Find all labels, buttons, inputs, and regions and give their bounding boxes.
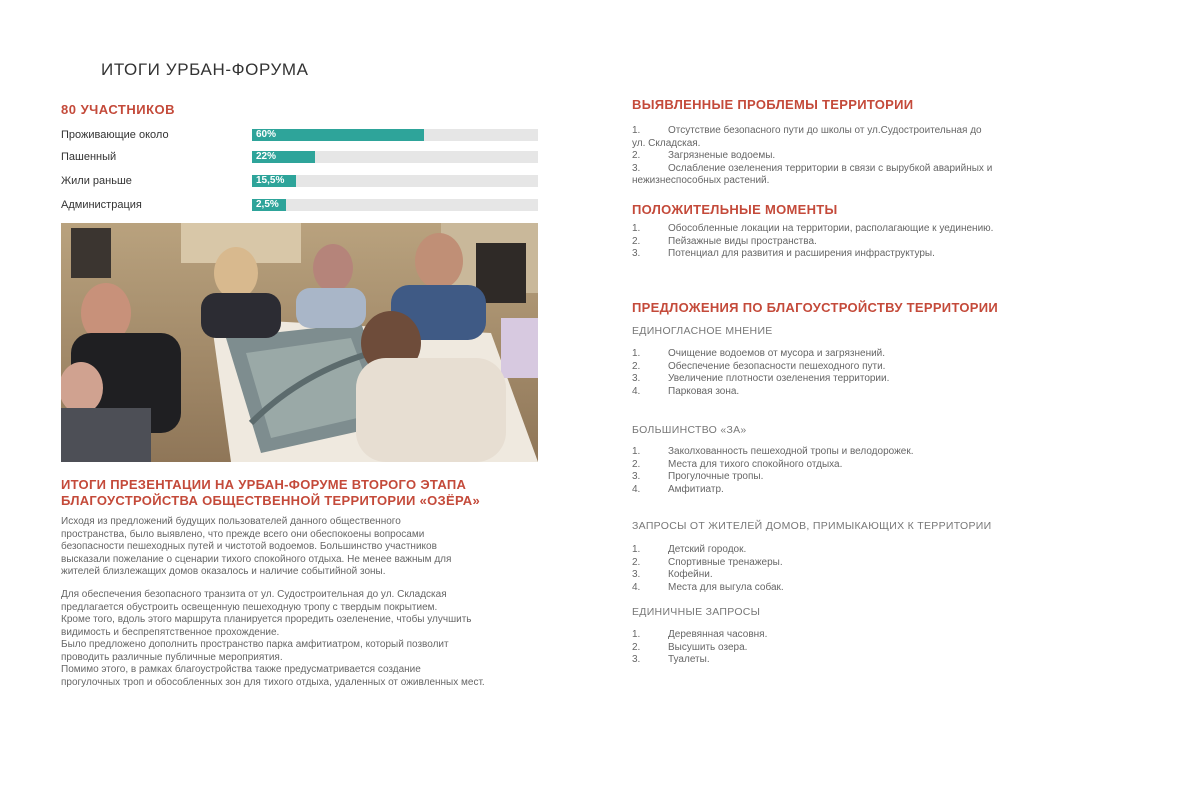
list-item [632, 373, 1072, 386]
list-number: 4. [632, 483, 641, 495]
list-item [632, 248, 1072, 261]
results-paragraph-1 [61, 516, 581, 579]
bar-value: 2,5% [256, 199, 279, 210]
list-item [632, 569, 1072, 582]
text-line: Для обеспечения безопасного транзита от ул. Судостроительная до ул. Складская [61, 589, 447, 600]
list-item [632, 582, 1072, 595]
bar-row [61, 174, 539, 188]
results-heading [61, 477, 480, 509]
text-line: предлагается обустроить освещенную пешеходную тропу с твердым покрытием. [61, 601, 438, 613]
text-line: прогулочных троп и обособленных зон для тихого отдыха, удаленных от оживленных мест. [61, 676, 485, 688]
list-item [632, 471, 1072, 484]
positive-heading: ПОЛОЖИТЕЛЬНЫЕ МОМЕНТЫ [632, 202, 838, 217]
text-line: видимость и беспрепятственное прохождение. [61, 626, 280, 638]
list-number: 4. [632, 581, 641, 593]
text-line: высказали пожелание о сценарии тихого спокойного отдыха. Не менее важным для [61, 553, 452, 565]
list-number: 1. [632, 446, 641, 457]
list-number: 2. [632, 235, 641, 247]
residents-requests-heading: ЗАПРОСЫ ОТ ЖИТЕЛЕЙ ДОМОВ, ПРИМЫКАЮЩИХ К ТЕРРИТОРИИ [632, 520, 992, 532]
list-item [632, 236, 1072, 249]
list-item [632, 125, 1072, 138]
results-heading-line: ИТОГИ ПРЕЗЕНТАЦИИ НА УРБАН-ФОРУМЕ ВТОРОГО ЭТАПА [61, 477, 467, 492]
list-item [632, 361, 1072, 374]
list-text: ул. Складская. [632, 137, 701, 149]
list-text: нежизнеспособных растений. [632, 175, 770, 186]
page-title: ИТОГИ УРБАН-ФОРУМА [101, 60, 309, 79]
list-number: 2. [632, 641, 641, 653]
text-line: безопасности пешеходных путей и чистотой водоемов. Большинство участников [61, 541, 437, 552]
bar-fill [252, 175, 296, 187]
list-text: Места для тихого спокойного отдыха. [668, 458, 843, 470]
list-text: Спортивные тренажеры. [668, 556, 783, 568]
list-text: Потенциал для развития и расширения инфраструктуры. [668, 248, 935, 259]
list-number: 3. [632, 373, 641, 384]
workshop-photo [61, 223, 538, 462]
bar-track [252, 199, 538, 211]
list-text: Заколхованность пешеходной тропы и велодорожек. [668, 446, 914, 457]
bar-row [61, 128, 539, 142]
majority-heading: БОЛЬШИНСТВО «ЗА» [632, 424, 747, 436]
list-item [632, 654, 1072, 667]
list-text: Туалеты. [668, 654, 710, 665]
text-line: проводить различные публичные мероприятия. [61, 651, 283, 663]
list-item [632, 446, 1072, 459]
list-number: 3. [632, 248, 641, 259]
text-line: пространства, было выявлено, что прежде всего они обеспокоены вопросами [61, 528, 425, 540]
bar-track [252, 151, 538, 163]
list-text: Места для выгула собак. [668, 581, 784, 593]
list-item-continuation [632, 138, 1072, 151]
list-item [632, 642, 1072, 655]
list-text: Отсутствие безопасного пути до школы от ул.Судостроительная до [668, 125, 982, 136]
list-text: Обеспечение безопасности пешеходного пути. [668, 360, 886, 372]
bar-value: 22% [256, 151, 277, 162]
list-text: Увеличение плотности озеленения территории. [668, 373, 890, 384]
participants-count: 80 УЧАСТНИКОВ [61, 102, 176, 117]
bar-value: 15,5% [256, 175, 285, 186]
list-item-continuation [632, 175, 1072, 188]
results-heading-line: БЛАГОУСТРОЙСТВА ОБЩЕСТВЕННОЙ ТЕРРИТОРИИ «ОЗЁРА» [61, 493, 481, 508]
bar-fill [252, 129, 424, 141]
list-number: 1. [632, 544, 641, 555]
bar-label: Проживающие около [61, 129, 169, 141]
list-number: 2. [632, 150, 641, 161]
unanimous-list [632, 348, 1072, 398]
list-number: 2. [632, 360, 641, 372]
list-number: 1. [632, 348, 641, 359]
list-item [632, 459, 1072, 472]
list-text: Очищение водоемов от мусора и загрязнений. [668, 348, 886, 359]
bar-fill [252, 199, 286, 211]
unanimous-heading: ЕДИНОГЛАСНОЕ МНЕНИЕ [632, 325, 773, 337]
bar-value: 60% [256, 129, 277, 140]
list-text: Деревянная часовня. [668, 629, 768, 640]
list-item [632, 223, 1072, 236]
single-requests-list [632, 629, 1072, 667]
positive-list [632, 223, 1072, 261]
list-item [632, 629, 1072, 642]
text-line: Помимо этого, в рамках благоустройства также предусматривается создание [61, 664, 421, 675]
list-number: 2. [632, 556, 641, 568]
residents-requests-list [632, 544, 1072, 594]
text-line: жителей близлежащих домов оказалось и наличие событийной зоны. [61, 566, 386, 577]
bar-label: Администрация [61, 199, 142, 211]
text-line: Кроме того, вдоль этого маршрута планируется проредить озеленение, чтобы улучшить [61, 614, 472, 625]
list-number: 3. [632, 162, 641, 174]
proposals-heading: ПРЕДЛОЖЕНИЯ ПО БЛАГОУСТРОЙСТВУ ТЕРРИТОРИИ [632, 300, 999, 315]
majority-list [632, 446, 1072, 496]
single-requests-heading: ЕДИНИЧНЫЕ ЗАПРОСЫ [632, 606, 761, 618]
list-number: 1. [632, 223, 641, 234]
list-item [632, 557, 1072, 570]
problems-list [632, 125, 1072, 188]
bar-track [252, 129, 538, 141]
problems-heading: ВЫЯВЛЕННЫЕ ПРОБЛЕМЫ ТЕРРИТОРИИ [632, 97, 914, 112]
list-item [632, 348, 1072, 361]
list-text: Высушить озера. [668, 641, 748, 653]
list-number: 3. [632, 654, 641, 665]
list-item [632, 150, 1072, 163]
list-text: Загрязненые водоемы. [668, 150, 776, 161]
list-text: Обособленные локации на территории, располагающие к уединению. [668, 223, 994, 234]
list-text: Пейзажные виды пространства. [668, 235, 817, 247]
list-number: 1. [632, 125, 641, 136]
list-text: Ослабление озеленения территории в связи с вырубкой аварийных и [668, 162, 993, 174]
text-line: Исходя из предложений будущих пользователей данного общественного [61, 516, 401, 527]
list-number: 3. [632, 569, 641, 580]
text-line: Было предложено дополнить пространство парка амфитиатром, который позволит [61, 639, 449, 650]
list-item [632, 544, 1072, 557]
list-number: 2. [632, 458, 641, 470]
list-number: 1. [632, 629, 641, 640]
bar-row [61, 150, 539, 164]
list-number: 3. [632, 471, 641, 482]
list-number: 4. [632, 385, 641, 397]
bar-row [61, 198, 539, 212]
bar-label: Пашенный [61, 151, 117, 163]
list-item [632, 484, 1072, 497]
list-text: Прогулочные тропы. [668, 471, 764, 482]
bar-track [252, 175, 538, 187]
list-text: Амфитиатр. [668, 483, 724, 495]
bar-fill [252, 151, 315, 163]
list-item [632, 163, 1072, 176]
list-text: Детский городок. [668, 544, 747, 555]
list-text: Кофейни. [668, 569, 713, 580]
list-text: Парковая зона. [668, 385, 740, 397]
list-item [632, 386, 1072, 399]
bar-label: Жили раньше [61, 175, 132, 187]
results-paragraph-2 [61, 589, 581, 689]
